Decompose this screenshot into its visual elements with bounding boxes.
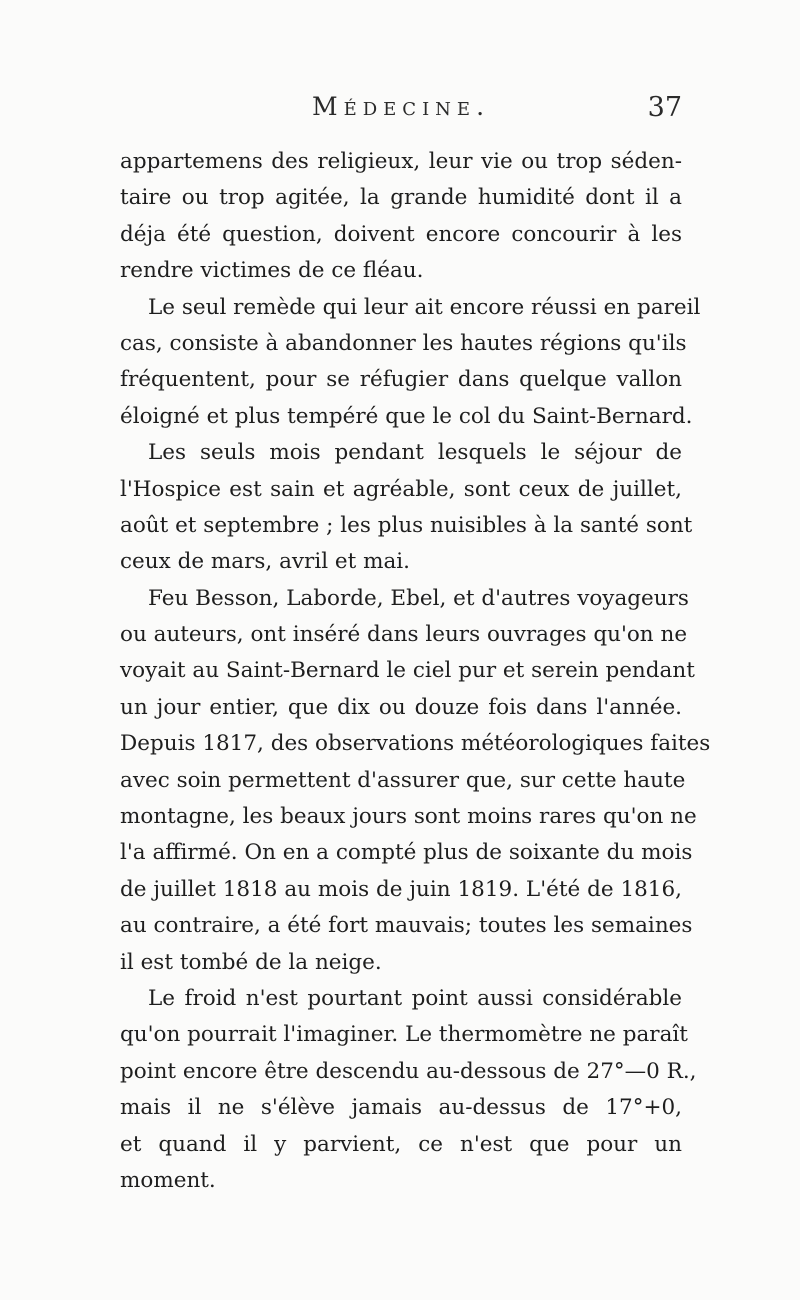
page-header [120,92,682,132]
text-line: avec soin permettent d'assurer que, sur cette haute [120,767,686,793]
text-line: août et septembre ; les plus nuisibles à la santé sont [120,512,693,538]
text-line: Le seul remède qui leur ait encore réussi en pareil [148,294,701,320]
text-line: éloigné et plus tempéré que le col du Saint-Bernard. [120,403,693,429]
text-line: de juillet 1818 au mois de juin 1819. L'été de 1816, [120,876,682,902]
text-line: et quand il y parvient, ce n'est que pour un [120,1131,682,1157]
text-line: Les seuls mois pendant lesquels le séjour de [148,440,682,466]
text-line: Le froid n'est pourtant point aussi considérable [148,985,682,1011]
text-line: cas, consiste à abandonner les hautes régions qu'ils [120,330,687,356]
text-line: fréquentent, pour se réfugier dans quelque vallon [120,367,682,393]
running-title: Médecine. [311,92,491,121]
text-line: déja été question, doivent encore concourir à les [120,221,682,247]
text-line: voyait au Saint-Bernard le ciel pur et serein pendant [120,658,695,684]
text-line: moment. [120,1167,216,1193]
text-line: Feu Besson, Laborde, Ebel, et d'autres voyageurs [148,585,689,611]
text-line: l'Hospice est sain et agréable, sont ceux de juillet, [120,476,682,502]
text-line: taire ou trop agitée, la grande humidité dont il a [120,185,682,211]
text-line: point encore être descendu au-dessous de 27°—0 R., [120,1058,697,1084]
text-line: appartemens des religieux, leur vie ou trop séden- [120,149,682,174]
text-line: un jour entier, que dix ou douze fois dans l'année. [120,694,682,720]
text-line: Depuis 1817, des observations météorologiques faites [120,731,711,757]
text-line: mais il ne s'élève jamais au-dessus de 17°+0, [120,1095,682,1121]
text-line: il est tombé de la neige. [120,949,382,975]
text-line: l'a affirmé. On en a compté plus de soixante du mois [120,840,693,866]
text-line: rendre victimes de ce fléau. [120,258,424,284]
text-line: ceux de mars, avril et mai. [120,549,411,575]
body-text [120,144,711,1199]
text-line: qu'on pourrait l'imaginer. Le thermomètre ne paraît [120,1022,688,1048]
text-line: montagne, les beaux jours sont moins rares qu'on ne [120,804,697,830]
page-number: 37 [647,92,682,123]
text-line: au contraire, a été fort mauvais; toutes les semaines [120,913,693,939]
text-line: ou auteurs, ont inséré dans leurs ouvrages qu'on ne [120,622,688,648]
